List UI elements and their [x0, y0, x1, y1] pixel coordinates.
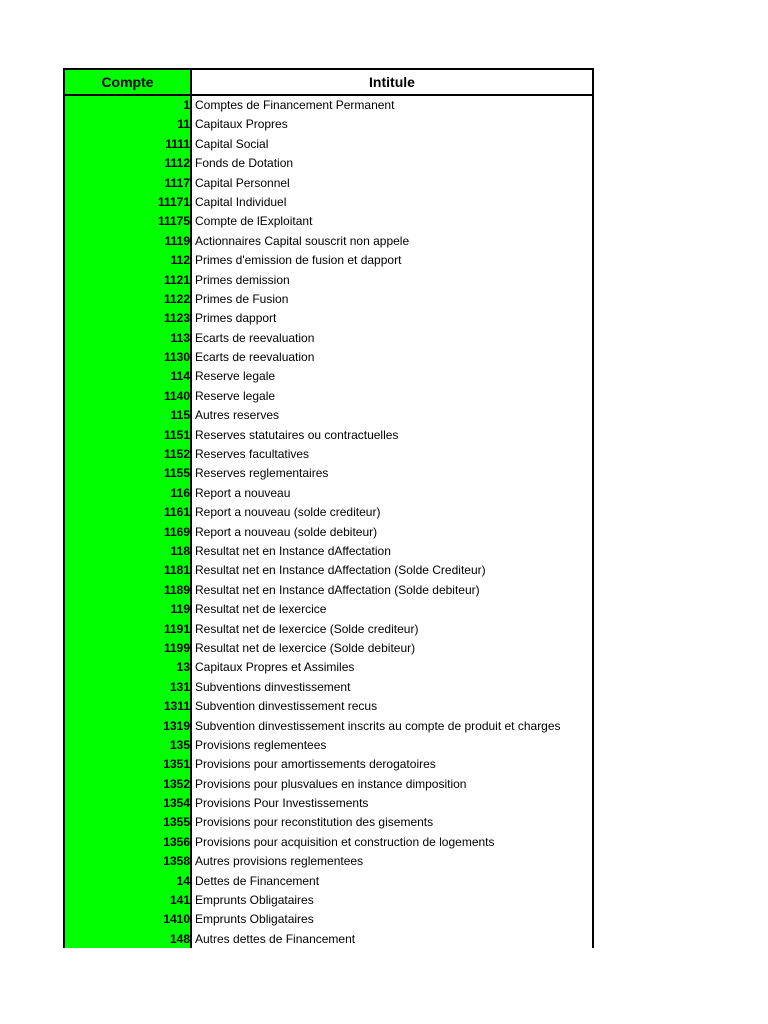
account-label: Provisions reglementees [195, 737, 327, 752]
account-code: 1356 [163, 834, 190, 849]
account-label: Dettes de Financement [195, 873, 320, 888]
account-code: 116 [170, 485, 190, 500]
table-row [65, 135, 592, 154]
table-row [65, 406, 592, 425]
account-label: Reserve legale [195, 388, 276, 403]
account-label: Primes de Fusion [195, 291, 289, 306]
table-row [65, 387, 592, 406]
account-code: 1189 [163, 582, 190, 597]
account-code: 1191 [163, 621, 190, 636]
account-code: 131 [169, 679, 190, 694]
account-label: Provisions Pour Investissements [195, 796, 369, 811]
account-label: Resultat net en Instance dAffectation (Solde Crediteur) [195, 563, 486, 578]
table-row [65, 329, 592, 348]
account-label: Resultat net en Instance dAffectation [195, 543, 391, 558]
account-code: 119 [170, 602, 190, 617]
account-code: 1111 [165, 136, 190, 151]
account-code: 1122 [163, 291, 190, 306]
account-code: 1181 [163, 563, 190, 578]
header-code: Compte [65, 70, 192, 94]
table-row [65, 523, 592, 542]
account-label: Fonds de Dotation [195, 156, 294, 171]
table-row [65, 232, 592, 251]
table-body [65, 96, 592, 948]
account-label: Subvention dinvestissement recus [195, 699, 378, 714]
table-row [65, 794, 592, 813]
table-row [65, 115, 592, 134]
account-code: 112 [170, 253, 190, 268]
account-label: Resultat net de lexercice (Solde crediteur) [195, 621, 419, 636]
account-code: 14 [176, 873, 190, 888]
table-row [65, 930, 592, 948]
table-row [65, 833, 592, 852]
account-label: Ecarts de reevaluation [195, 330, 315, 345]
account-label: Reserve legale [195, 369, 276, 384]
table-row [65, 503, 592, 522]
account-code: 1152 [163, 447, 190, 462]
table-row [65, 736, 592, 755]
table-row [65, 717, 592, 736]
account-label: Subvention dinvestissement inscrits au compte de produit et charges [195, 718, 561, 733]
account-label: Autres dettes de Financement [195, 931, 356, 946]
table-row [65, 581, 592, 600]
table-row [65, 154, 592, 173]
account-code: 1 [183, 98, 190, 112]
account-label: Provisions pour reconstitution des gisements [195, 815, 434, 830]
table-row [65, 891, 592, 910]
account-code: 1130 [163, 350, 190, 365]
table-row [65, 212, 592, 231]
table-row [65, 174, 592, 193]
table-row [65, 96, 592, 115]
account-label: Reserves statutaires ou contractuelles [195, 427, 399, 442]
account-label: Capital Individuel [195, 194, 287, 209]
account-code: 1358 [163, 854, 190, 869]
account-code: 11171 [157, 194, 190, 209]
account-label: Report a nouveau (solde debiteur) [195, 524, 378, 539]
table-row [65, 658, 592, 677]
account-label: Comptes de Financement Permanent [195, 98, 395, 112]
account-label: Provisions pour plusvalues en instance dimposition [195, 776, 467, 791]
account-code: 1161 [163, 505, 190, 520]
account-label: Primes d'emission de fusion et dapport [195, 253, 402, 268]
table-row [65, 271, 592, 290]
account-code: 1155 [163, 466, 190, 481]
table-row [65, 309, 592, 328]
account-code: 11175 [157, 214, 190, 229]
table-row [65, 348, 592, 367]
account-label: Actionnaires Capital souscrit non appele [195, 233, 410, 248]
table-row [65, 251, 592, 270]
table-row [65, 813, 592, 832]
table-header [65, 70, 592, 96]
account-label: Provisions pour acquisition et construction de logements [195, 834, 495, 849]
table-row [65, 678, 592, 697]
account-label: Emprunts Obligataires [195, 912, 314, 927]
account-label: Capitaux Propres [195, 117, 288, 132]
table-row [65, 193, 592, 212]
account-code: 1112 [164, 156, 190, 171]
account-label: Resultat net en Instance dAffectation (Solde debiteur) [195, 582, 480, 597]
account-label: Resultat net de lexercice [195, 602, 327, 617]
account-code: 135 [169, 737, 190, 752]
account-code: 1151 [163, 427, 190, 442]
account-code: 1123 [163, 311, 190, 326]
account-label: Report a nouveau (solde crediteur) [195, 505, 381, 520]
account-code: 11 [177, 117, 190, 132]
table-row [65, 290, 592, 309]
account-label: Autres reserves [195, 408, 280, 423]
account-code: 148 [169, 931, 190, 946]
table-row [65, 910, 592, 929]
header-title: Intitule [369, 74, 415, 90]
account-label: Reserves reglementaires [195, 466, 329, 481]
account-code: 13 [176, 660, 190, 675]
table-row [65, 445, 592, 464]
account-code: 1352 [163, 776, 190, 791]
account-table [63, 68, 594, 948]
account-label: Ecarts de reevaluation [195, 350, 315, 365]
table-row [65, 852, 592, 871]
table-row [65, 697, 592, 716]
account-label: Capital Social [195, 136, 269, 151]
account-code: 141 [169, 893, 190, 908]
account-code: 113 [170, 330, 190, 345]
table-row [65, 639, 592, 658]
account-code: 115 [170, 408, 190, 423]
account-label: Emprunts Obligataires [195, 893, 314, 908]
account-code: 1121 [163, 272, 190, 287]
account-code: 1355 [163, 815, 190, 830]
table-row [65, 872, 592, 891]
account-code: 1311 [163, 699, 190, 714]
table-row [65, 561, 592, 580]
account-code: 1354 [163, 796, 190, 811]
account-code: 1351 [163, 757, 190, 772]
account-code: 1169 [163, 524, 190, 539]
table-row [65, 775, 592, 794]
table-row [65, 426, 592, 445]
account-code: 114 [170, 369, 190, 384]
table-row [65, 367, 592, 386]
account-code: 118 [170, 543, 190, 558]
table-row [65, 755, 592, 774]
account-label: Provisions pour amortissements derogatoires [195, 757, 436, 772]
account-label: Autres provisions reglementees [195, 854, 364, 869]
account-label: Capitaux Propres et Assimiles [195, 660, 355, 675]
account-label: Subventions dinvestissement [195, 679, 351, 694]
table-row [65, 542, 592, 561]
account-code: 1319 [163, 718, 190, 733]
account-label: Reserves facultatives [195, 447, 310, 462]
account-label: Primes demission [195, 272, 290, 287]
account-code: 1410 [163, 912, 190, 927]
table-row [65, 620, 592, 639]
account-label: Resultat net de lexercice (Solde debiteur) [195, 640, 416, 655]
account-code: 1119 [164, 233, 190, 248]
account-code: 1140 [163, 388, 190, 403]
account-code: 1199 [163, 640, 190, 655]
account-label: Capital Personnel [195, 175, 290, 190]
account-label: Primes dapport [195, 311, 277, 326]
table-row [65, 464, 592, 483]
table-row [65, 484, 592, 503]
account-label: Compte de lExploitant [195, 214, 313, 229]
account-label: Report a nouveau [195, 485, 291, 500]
account-code: 1117 [164, 175, 190, 190]
table-row [65, 600, 592, 619]
